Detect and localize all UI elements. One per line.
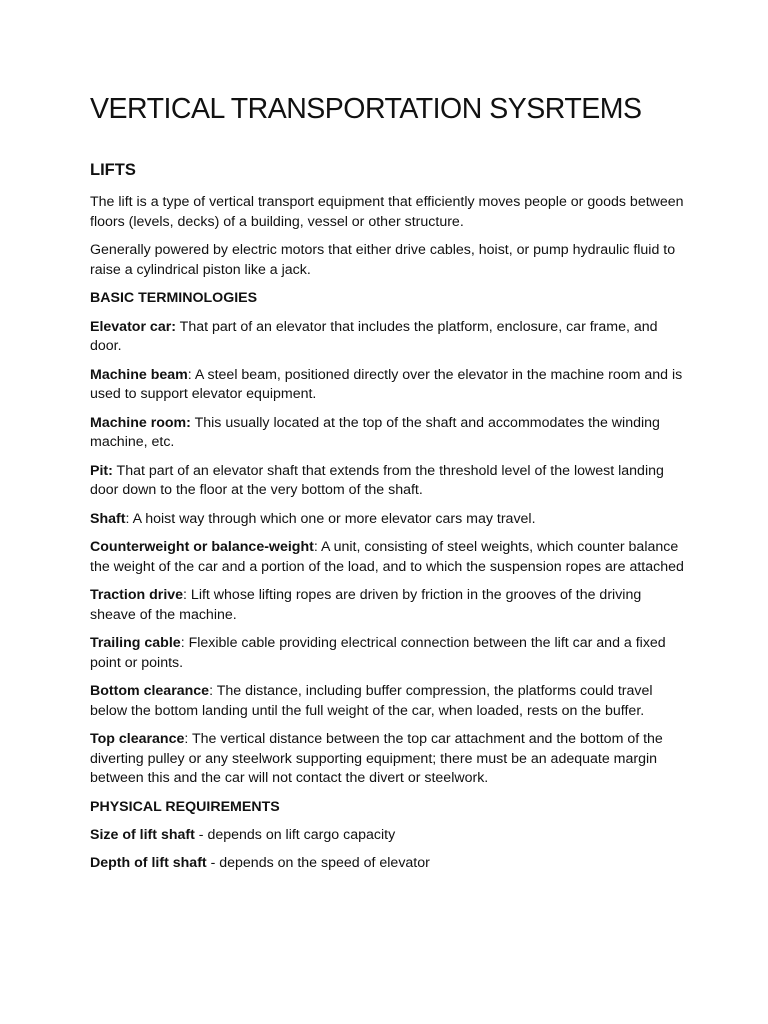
subheading-basic-terminologies: BASIC TERMINOLOGIES — [90, 290, 258, 307]
term-definition: : Flexible cable providing electrical connection between the lift car and a fixed point or points. — [90, 635, 666, 671]
term-elevator-car — [90, 318, 690, 357]
term-definition: : The distance, including buffer compression, the platforms could travel below the bottom landing until the full weight of the car, when loaded, rests on the buffer. — [90, 683, 653, 719]
term-definition: - depends on the speed of elevator — [206, 855, 430, 872]
term-machine-room — [90, 414, 690, 453]
term-definition: : A unit, consisting of steel weights, which counter balance the weight of the car and a portion of the load, and to which the suspension ropes are attached — [90, 539, 684, 575]
term-label: Counterweight or balance-weight — [90, 539, 314, 556]
term-label: Machine room: — [90, 414, 191, 431]
term-label: Elevator car: — [90, 318, 176, 335]
subheading-physical-requirements: PHYSICAL REQUIREMENTS — [90, 798, 280, 815]
term-label: Top clearance — [90, 731, 185, 748]
term-definition: That part of an elevator shaft that extends from the threshold level of the lowest landing door down to the floor at the very bottom of the shaft. — [90, 462, 664, 499]
term-label: Pit: — [90, 462, 113, 479]
term-definition: : The vertical distance between the top car attachment and the bottom of the diverting pulley or any steelwork supporting equipment; there must be an adequate margin between this and the car will not contact the divert or steelwork. — [90, 731, 663, 787]
term-definition: : A hoist way through which one or more elevator cars may travel. — [125, 510, 536, 527]
term-top-clearance — [90, 730, 690, 789]
term-definition: This usually located at the top of the shaft and accommodates the winding machine, etc. — [90, 414, 660, 451]
document-title: VERTICAL TRANSPORTATION SYSRTEMS — [90, 93, 642, 125]
requirement-shaft-size — [90, 826, 690, 846]
term-definition: : A steel beam, positioned directly over the elevator in the machine room and is used to support elevator equipment. — [90, 366, 683, 403]
term-bottom-clearance — [90, 682, 690, 721]
term-counterweight — [90, 538, 690, 577]
term-label: Machine beam — [90, 366, 188, 383]
term-machine-beam — [90, 366, 690, 405]
term-definition: - depends on lift cargo capacity — [194, 826, 396, 843]
term-label: Size of lift shaft — [90, 826, 195, 843]
term-label: Trailing cable — [90, 635, 181, 652]
term-definition: : Lift whose lifting ropes are driven by friction in the grooves of the driving sheave of the machine. — [90, 587, 642, 623]
term-definition: That part of an elevator that includes the platform, enclosure, car frame, and door. — [90, 318, 658, 355]
term-traction-drive — [90, 586, 690, 625]
term-label: Depth of lift shaft — [90, 855, 207, 872]
paragraph-lift-power: Generally powered by electric motors that either drive cables, hoist, or pump hydraulic fluid to raise a cylindrical piston like a jack. — [90, 242, 676, 278]
term-pit — [90, 462, 690, 501]
section-heading-lifts: LIFTS — [90, 161, 136, 179]
term-trailing-cable — [90, 634, 690, 673]
document-body — [90, 160, 690, 883]
paragraph-lift-definition: The lift is a type of vertical transport equipment that efficiently moves people or goods between floors (levels, decks) of a building, vessel or other structure. — [90, 194, 684, 230]
term-shaft — [90, 510, 690, 530]
term-label: Shaft — [90, 510, 126, 527]
term-label: Traction drive — [90, 587, 184, 604]
term-label: Bottom clearance — [90, 683, 210, 700]
requirement-shaft-depth — [90, 854, 690, 874]
